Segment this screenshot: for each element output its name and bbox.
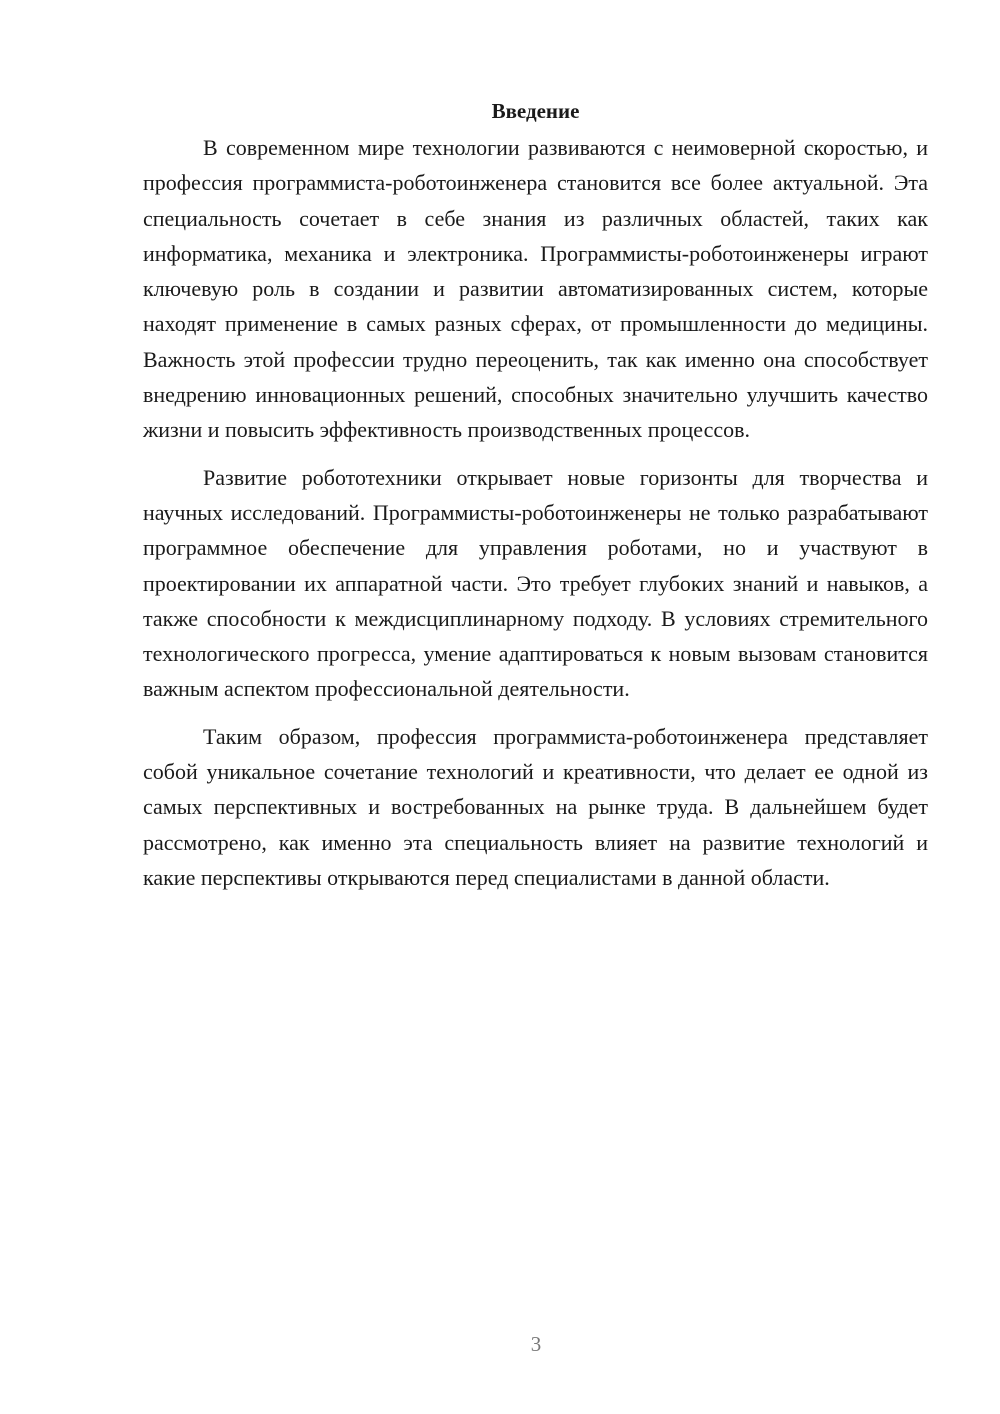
section-heading: Введение	[491, 99, 580, 123]
paragraph-3: Таким образом, профессия программиста-роботоинженера представляет собой уникальное сочетание технологий и креативности, что делает ее одной из самых перспективных и востребованных на рынке труда. В дальнейшем будет рассмотрено, как именно эта специальность влияет на развитие технологий и какие перспективы открываются перед специалистами в данной области.	[143, 723, 928, 890]
page-number: 3	[530, 1332, 542, 1356]
paragraph-1: В современном мире технологии развиваются с неимоверной скоростью, и профессия программиста-роботоинженера становится все более актуальной. Эта специальность сочетает в себе знания из различных областей, таких как информатика, механика и электроника. Программисты-роботоинженеры играют ключевую роль в создании и развитии автоматизированных систем, которые находят применение в самых разных сферах, от промышленности до медицины. Важность этой профессии трудно переоценить, так как именно она способствует внедрению инновационных решений, способных значительно улучшить качество жизни и повысить эффективность производственных процессов.	[143, 135, 928, 443]
page-content	[143, 96, 928, 907]
paragraph-2: Развитие робототехники открывает новые горизонты для творчества и научных исследований. Программисты-роботоинженеры не только разрабатывают программное обеспечение для управления роботами, но и участвуют в проектировании их аппаратной части. Это требует глубоких знаний и навыков, а также способности к междисциплинарному подходу. В условиях стремительного технологического прогресса, умение адаптироваться к новым вызовам становится важным аспектом профессиональной деятельности.	[143, 464, 928, 702]
